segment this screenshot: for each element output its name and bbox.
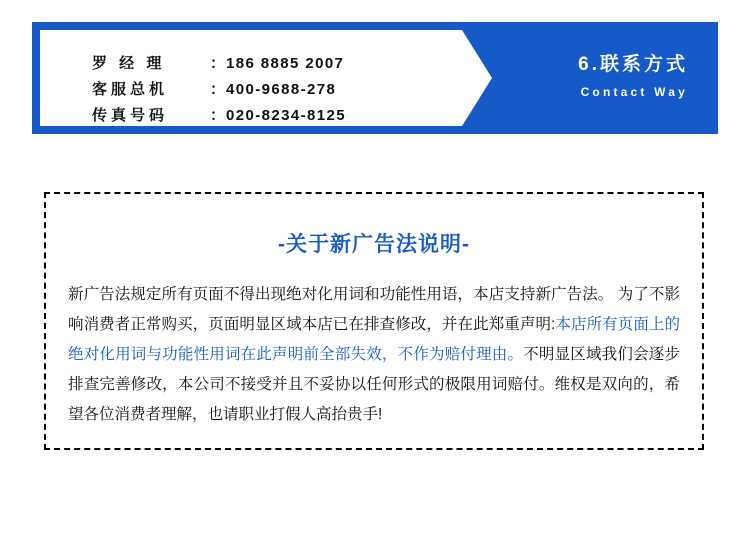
- header-title-english: Contact Way: [580, 85, 688, 99]
- contact-colon: ：: [210, 55, 226, 72]
- notice-title: -关于新广告法说明-: [278, 233, 470, 256]
- contact-row: [92, 78, 462, 104]
- contact-value-fax: 020-8234-8125: [226, 107, 346, 124]
- section-title-cn: 联系方式: [599, 54, 688, 75]
- advertising-law-notice-box: [44, 192, 704, 450]
- notice-text-part2: 不明显区域我们会逐步排查完善修改，本公司不接受并且不妥协以任何形式的极限用词赔付。维权是双向的，希望各位消费者理解，也请职业打假人高抬贵手!: [68, 346, 680, 423]
- contact-header-banner: [32, 22, 718, 134]
- contact-row: [92, 104, 462, 130]
- contact-label: 罗 经 理: [92, 55, 166, 72]
- contact-row: [92, 52, 462, 78]
- contact-label: 传真号码: [92, 107, 169, 124]
- contact-colon: ：: [210, 81, 226, 98]
- contact-colon: ：: [210, 107, 226, 124]
- contact-label: 客服总机: [92, 81, 169, 98]
- contact-value-manager-phone: 186 8885 2007: [226, 55, 345, 72]
- header-title-block: [578, 52, 688, 102]
- contact-value-hotline: 400-9688-278: [226, 81, 337, 98]
- header-title-chinese: [578, 52, 688, 78]
- section-number: 6.: [578, 54, 600, 75]
- notice-text-part1: 新广告法规定所有页面不得出现绝对化用词和功能性用语，本店支持新广告法。 为了不影响消费者正常购买，页面明显区域本店已在排查修改，并在此郑重声明:: [68, 286, 680, 333]
- notice-body: [68, 280, 680, 430]
- notice-text-highlight: 本店所有页面上的绝对化用词与功能性用词在此声明前全部失效，不作为赔付理由。: [68, 316, 680, 363]
- contact-list: [92, 52, 462, 130]
